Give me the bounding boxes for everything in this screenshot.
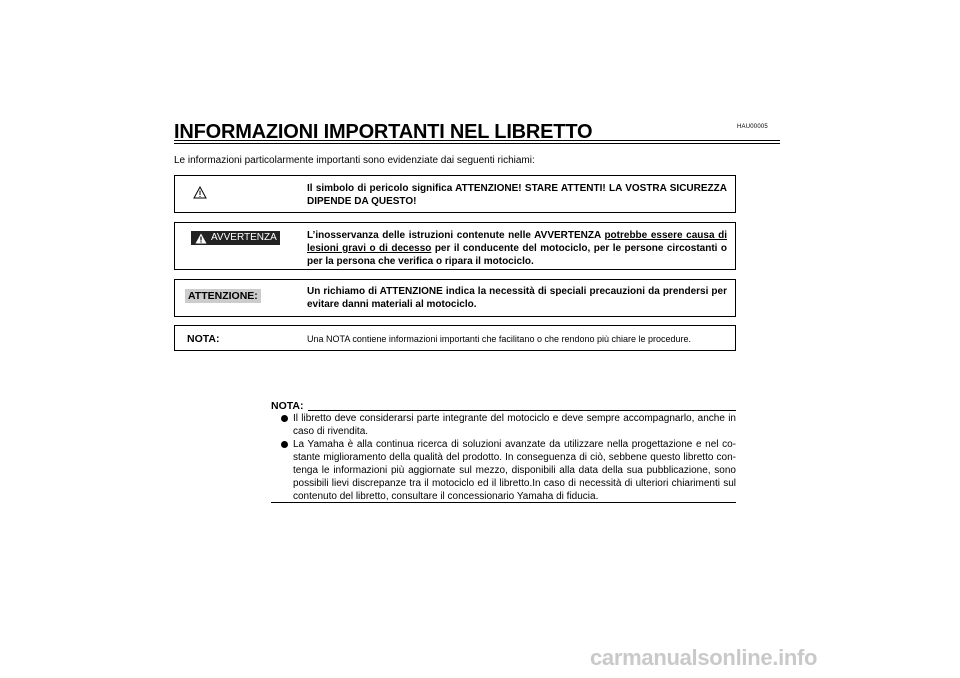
title-divider-2 xyxy=(174,143,780,144)
warning-badge xyxy=(191,231,280,245)
danger-box xyxy=(174,175,736,213)
warning-box xyxy=(174,222,736,270)
list-item-text: La Yamaha è alla continua ricerca di soluzioni avanzate da utilizzare nella progettazione e nel co- stante miglioramento della qualità del prodotto. In conseguenza di ciò, sebbene questo libretto con- tenga le informazioni più aggiornate sul mezzo, disponibili alla data della sua pubblicazione, sono possibili lievi discrepanze tra il motociclo ed il libretto.In caso di necessità di ulteriori chiarimenti sul contenuto del libretto, consultare il concessionario Yamaha di fiducia. xyxy=(293,439,736,502)
warning-text-underlined: potrebbe essere causa di lesioni gravi o di decesso xyxy=(307,230,727,254)
note-text: Una NOTA contiene informazioni importanti che facilitano o che rendono più chiare le procedure. xyxy=(307,334,692,344)
caution-text: Un richiamo di ATTENZIONE indica la necessità di speciali precauzioni da prendersi per evitare danni materiali al motociclo. xyxy=(307,286,727,310)
list-item xyxy=(281,412,736,438)
warning-text-start: L’inosservanza delle istruzioni contenute nelle AVVERTENZA xyxy=(307,230,605,241)
bullet-icon xyxy=(281,441,288,448)
nota-divider-bottom xyxy=(271,502,736,503)
danger-text: Il simbolo di pericolo significa ATTENZIONE! STARE ATTENTI! LA VOSTRA SICUREZZA DIPENDE DA QUESTO! xyxy=(307,183,727,207)
bullet-icon xyxy=(281,415,288,422)
nota-list xyxy=(281,412,736,503)
warning-triangle-icon xyxy=(195,233,207,244)
note-label: NOTA: xyxy=(187,333,220,345)
caution-label: ATTENZIONE: xyxy=(185,289,261,303)
list-item-text: Il libretto deve considerarsi parte integrante del motociclo e deve sempre accompagnarlo, anche in caso di rivendita. xyxy=(293,413,736,437)
warning-triangle-icon xyxy=(193,186,207,204)
note-box xyxy=(174,325,736,351)
nota-heading: NOTA: xyxy=(271,400,304,412)
title-divider xyxy=(174,140,780,141)
document-code: HAU00005 xyxy=(737,124,768,130)
watermark: carmanualsonline.info xyxy=(590,645,818,670)
list-item xyxy=(281,438,736,503)
page-title: INFORMAZIONI IMPORTANTI NEL LIBRETTO xyxy=(174,121,593,143)
caution-box xyxy=(174,279,736,317)
warning-label: AVVERTENZA xyxy=(211,232,277,243)
intro-text: Le informazioni particolarmente importanti sono evidenziate dai seguenti richiami: xyxy=(174,155,535,166)
warning-text-end: per il conducente del motociclo, per le persone circostanti o per la persona che verifica o ripara il motociclo. xyxy=(307,243,727,267)
warning-text xyxy=(307,229,727,268)
nota-divider-top xyxy=(308,410,736,411)
